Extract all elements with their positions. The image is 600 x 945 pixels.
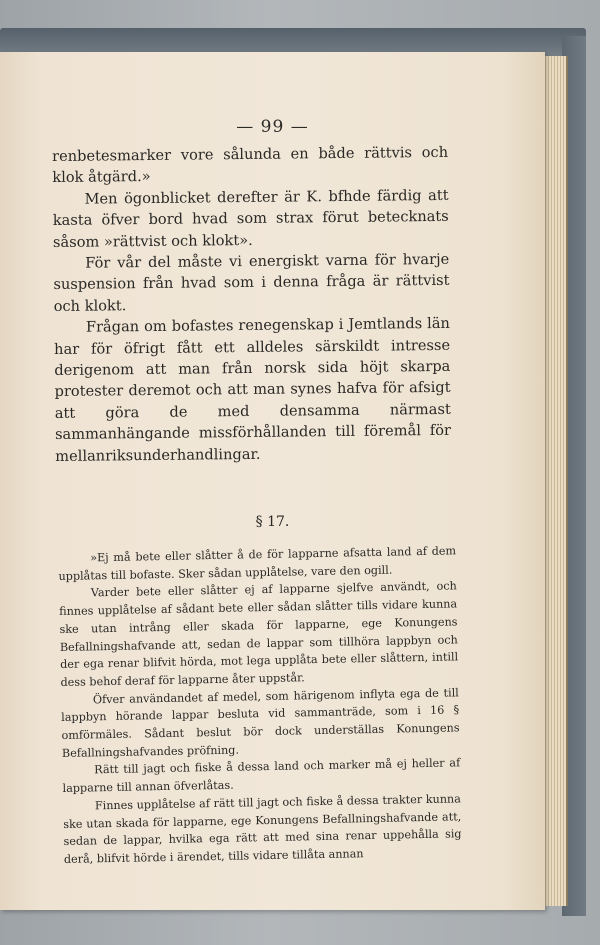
paragraph: Frågan om bofastes renegenskap i Jemtlands län har för öfrigt fått ett alldeles särskildt intresse derigenom att man från norsk sida höjt skarpa protester deremot och att man synes hafva för afsigt att göra de med densamma närmast sammanhängande missförhållanden till föremål för mellanriksunderhandlingar. bbox=[54, 315, 452, 465]
quoted-paragraph: »Ej må bete eller slåtter å de för lapparne afsatta land af dem upplåtas till bofaste. Sker sådan upplåtelse, vare den ogill. bbox=[58, 544, 457, 583]
paragraph: Men ögonblicket derefter är K. bfhde färdig att kasta öfver bord hvad som strax förut betecknats såsom »rättvist och klokt». bbox=[52, 186, 449, 251]
page-number: — 99 — bbox=[236, 117, 309, 137]
body-text bbox=[52, 142, 451, 467]
quoted-paragraph: Öfver användandet af medel, som härigenom inflyta ega de till lappbyn hörande lappar besluta vid sammanträde, som i 16 § omförmäles. Sådant beslut bör dock underställas Konungens Befallningshafvandes pröfning. bbox=[61, 685, 460, 760]
paragraph: renbetesmarker vore sålunda en både rättvis och klok åtgärd.» bbox=[52, 143, 449, 187]
quoted-paragraph: Finnes upplåtelse af rätt till jagt och fiske å dessa trakter kunna ske utan skada för lapparne, ege Konungens Befallningshafvande att, sedan de lappar, hvilka ega rätt att med sina renar uppehålla sig derå, blifvit hörde i ärendet, tills vidare tillåta annan bbox=[63, 792, 462, 866]
paragraph: För vår del måste vi energiskt varna för hvarje suspension från hvad som i denna fråga är rättvist och klokt. bbox=[53, 250, 450, 315]
quoted-paragraph: Rätt till jagt och fiske å dessa land och marker må ej heller af lapparne till annan öfverlåtas. bbox=[62, 756, 461, 796]
book-page bbox=[0, 52, 545, 910]
quoted-text bbox=[58, 542, 462, 868]
quoted-paragraph: Varder bete eller slåtter ej af lapparne sjelfve användt, och finnes upplåtelse af sådant bete eller sådan slåtter tills vidare kunna ske utan intrång eller skada för lapparne, ege Konungens Befallningshafvande att, sedan de lappar som tillhöra lappbyn och der ega renar blifvit hörda, mot lega upplåta bete eller slåttern, intill dess behof deraf för lapparne åter uppstår. bbox=[59, 579, 459, 689]
section-heading: § 17. bbox=[255, 514, 290, 530]
